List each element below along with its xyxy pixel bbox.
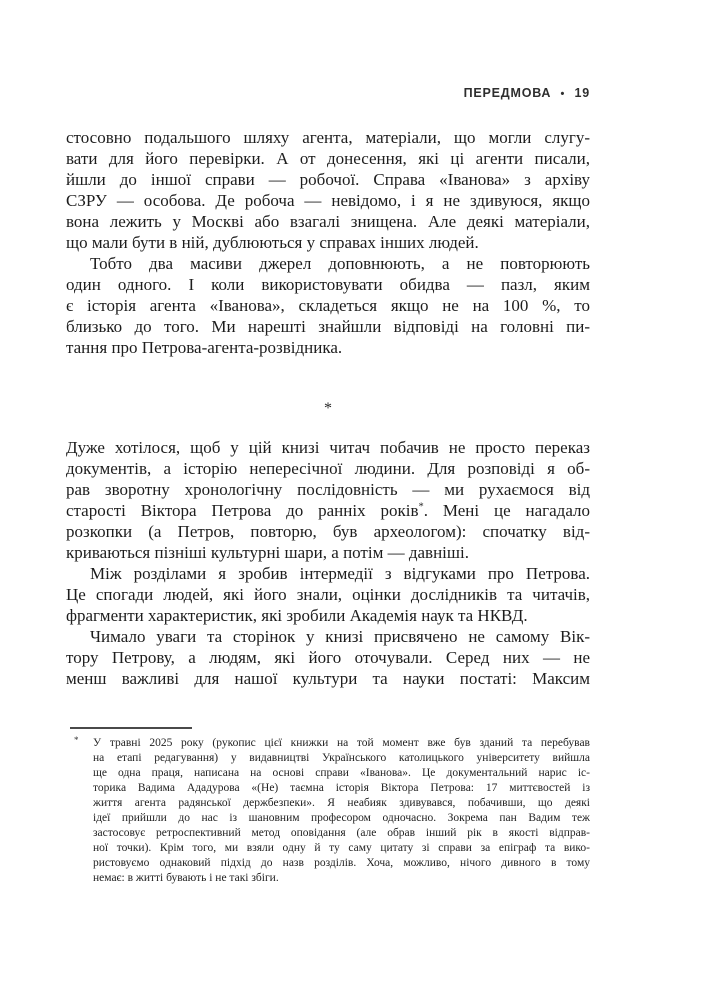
footnote-line: ної точки). Крім того, ми взяли одну й ту саму цитату зі справи за епіграф та вико- (93, 842, 590, 854)
text-line-with-footnote-ref (66, 500, 590, 521)
footnote-rule (70, 727, 192, 729)
section-2-text (66, 437, 590, 689)
text-line: Між розділами я зробив інтермедії з відгуками про Петрова. (90, 564, 590, 583)
text-line: фрагменти характеристик, які зробили Академія наук та НКВД. (66, 606, 528, 625)
text-line: стосовно подальшого шляху агента, матеріали, що могли слугу- (66, 128, 590, 147)
section-1-text (66, 127, 590, 358)
text-segment: . Мені це нагадало (423, 501, 590, 520)
chapter-title: ПЕРЕДМОВА (463, 86, 552, 100)
footnote-line: ристовуємо однаковий підхід до назв розділів. Хоча, можливо, нічого дивного в тому (93, 857, 590, 869)
text-line: що мали бути в ній, дублюються у справах інших людей. (66, 233, 479, 252)
footnote-line: торика Вадима Ададурова «(Не) таємна історія Віктора Петрова: 17 миттєвостей із (93, 782, 590, 794)
text-line: вона лежить у Москві або взагалі знищена. Але деякі матеріали, (66, 212, 590, 231)
running-header (66, 85, 590, 102)
text-line: розкопки (а Петров, повторю, був археологом): спочатку від- (66, 522, 590, 541)
footnote-reference-asterisk: * (418, 501, 424, 513)
footnote-marker-asterisk: * (74, 735, 79, 745)
footnote-line: життя агента радянської держбезпеки». Я неабияк здивувався, побачивши, що деякі (93, 797, 590, 809)
text-line: документів, а історію непересічної людини. Для розповіді я об- (66, 459, 590, 478)
footnote-line: на етапі редагування) у видавництві Українського католицького університету вийшла (93, 752, 590, 764)
footnote-line: ще одна праця, написана на основі справи «Іванова». Це документальний нарис іс- (93, 767, 590, 779)
text-line: є історія агента «Іванова», складеться якщо не на 100 %, то (66, 296, 590, 315)
footnote-line: застосовує ретроспективний метод оповідання (але обрав інший рік в якості відправ- (93, 827, 590, 839)
footnote-line: У травні 2025 року (рукопис цієї книжки на той момент вже був зданий та перебував (93, 737, 590, 749)
footnote-line: немає: в житті бувають і не такі збіги. (93, 872, 279, 884)
text-line: близько до того. Ми нарешті знайшли відповіді на головні пи- (66, 317, 590, 336)
text-segment: старості Віктора Петрова до ранніх років (66, 501, 419, 520)
text-line: рав зворотну хронологічну послідовність — ми рухаємося від (66, 480, 590, 499)
text-line: Чимало уваги та сторінок у книзі присвячено не самому Вік- (90, 627, 590, 646)
text-line: один одного. І коли використовувати обидва — пазл, яким (66, 275, 590, 294)
section-break-asterisk: * (324, 400, 332, 417)
text-line: тору Петрову, а людям, які його оточували. Серед них — не (66, 648, 590, 667)
header-bullet-icon: • (560, 88, 566, 100)
text-line: Тобто два масиви джерел доповнюють, а не повторюють (90, 254, 590, 273)
footnote (74, 735, 590, 886)
text-line: Це спогади людей, які його знали, оцінки дослідників та читачів, (66, 585, 590, 604)
footnote-line: ідеї прийшли до нас із шановним професором одночасно. Зокрема пан Вадим теж (93, 812, 590, 824)
text-line: йшли до іншої справи — робочої. Справа «Іванова» з архіву (66, 170, 590, 189)
page-number: 19 (574, 86, 590, 100)
text-line: тання про Петрова-агента-розвідника. (66, 338, 343, 357)
text-line: вати для його перевірки. А от донесення, які ці агенти писали, (66, 149, 590, 168)
text-line: менш важливі для нашої культури та науки постаті: Максим (66, 669, 590, 688)
text-line: СЗРУ — особова. Де робоча — невідомо, і я не здивуюся, якщо (66, 191, 590, 210)
text-line: криваються пізніші культурні шари, а потім — давніші. (66, 543, 469, 562)
text-line: Дуже хотілося, щоб у цій книзі читач побачив не просто переказ (66, 438, 590, 457)
